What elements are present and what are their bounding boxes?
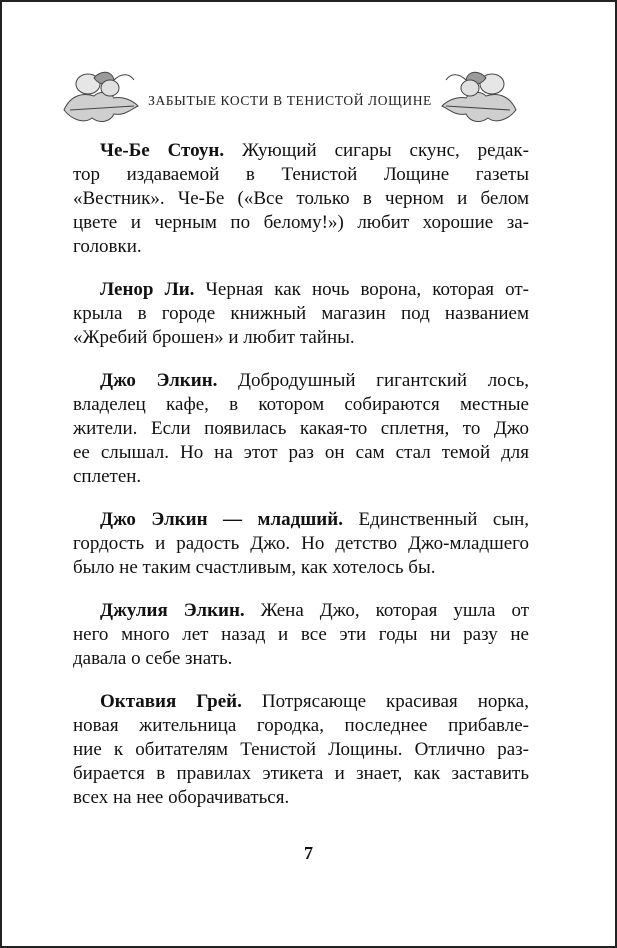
text-line: [73, 647, 529, 671]
text-line: [73, 441, 529, 465]
character-list: [73, 139, 529, 829]
line-text: Единственный сын,: [342, 509, 529, 530]
line-text: владелец кафе, в котором собираются местные: [73, 394, 529, 415]
text-line: [73, 235, 529, 259]
character-name: Че-Бе Стоун.: [100, 140, 225, 161]
text-line: [73, 786, 529, 810]
text-line: [73, 738, 529, 762]
text-line: [73, 417, 529, 441]
line-text: крыла в городе книжный магазин под названием: [73, 303, 529, 324]
line-text: головки.: [73, 236, 142, 257]
text-line: [73, 187, 529, 211]
line-text: новая жительница городка, последнее прибавле-: [73, 715, 529, 736]
character-name: Джо Элкин.: [100, 370, 218, 391]
text-line: [73, 163, 529, 187]
character-entry: [73, 508, 529, 580]
page-header: [60, 66, 520, 126]
text-line: [73, 326, 529, 350]
line-text: «Вестник». Че-Бе («Все только в черном и белом: [73, 188, 529, 209]
character-entry: [73, 369, 529, 489]
line-text: всех на нее оборачиваться.: [73, 787, 290, 808]
page-number: 7: [304, 843, 313, 863]
running-title: ЗАБЫТЫЕ КОСТИ В ТЕНИСТОЙ ЛОЩИНЕ: [148, 93, 432, 108]
text-line: [73, 532, 529, 556]
text-line: [73, 623, 529, 647]
text-line: [73, 690, 529, 714]
text-line: [73, 278, 529, 302]
character-name: Октавия Грей.: [100, 691, 242, 712]
character-name: Джулия Элкин.: [100, 600, 245, 621]
line-text: Добродушный гигантский лось,: [217, 370, 529, 391]
line-text: давала о себе знать.: [73, 648, 233, 669]
line-text: «Жребий брошен» и любит тайны.: [73, 327, 355, 348]
line-text: Жена Джо, которая ушла от: [244, 600, 530, 621]
line-text: Жующий сигары скунс, редак-: [224, 140, 529, 161]
character-entry: [73, 139, 529, 259]
text-line: [73, 211, 529, 235]
line-text: тор издаваемой в Тенистой Лощине газеты: [73, 164, 529, 185]
text-line: [73, 302, 529, 326]
character-entry: [73, 278, 529, 350]
line-text: ние к обитателям Тенистой Лощины. Отлично раз-: [73, 739, 529, 760]
line-text: ее слышал. Но на этот раз он сам стал темой для: [73, 442, 529, 463]
text-line: [73, 369, 529, 393]
oak-leaf-acorn-icon: [60, 66, 142, 126]
character-name: Джо Элкин — младший.: [100, 509, 343, 530]
text-line: [73, 762, 529, 786]
text-line: [73, 139, 529, 163]
line-text: Черная как ночь ворона, которая от-: [194, 279, 529, 300]
oak-leaf-acorn-icon: [438, 66, 520, 126]
line-text: жители. Если появилась какая-то сплетня, то Джо: [73, 418, 529, 439]
line-text: было не таким счастливым, как хотелось бы.: [73, 557, 436, 578]
line-text: него много лет назад и все эти годы ни разу не: [73, 624, 529, 645]
line-text: бирается в правилах этикета и знает, как заставить: [73, 763, 529, 784]
line-text: цвете и черным по белому!») любит хорошие за-: [73, 212, 529, 233]
line-text: сплетен.: [73, 466, 142, 487]
text-line: [73, 599, 529, 623]
text-line: [73, 714, 529, 738]
text-line: [73, 556, 529, 580]
character-entry: [73, 599, 529, 671]
character-name: Ленор Ли.: [100, 279, 195, 300]
line-text: Потрясающе красивая норка,: [241, 691, 529, 712]
text-line: [73, 393, 529, 417]
character-entry: [73, 690, 529, 810]
line-text: гордость и радость Джо. Но детство Джо-младшего: [73, 533, 529, 554]
text-line: [73, 465, 529, 489]
text-line: [73, 508, 529, 532]
